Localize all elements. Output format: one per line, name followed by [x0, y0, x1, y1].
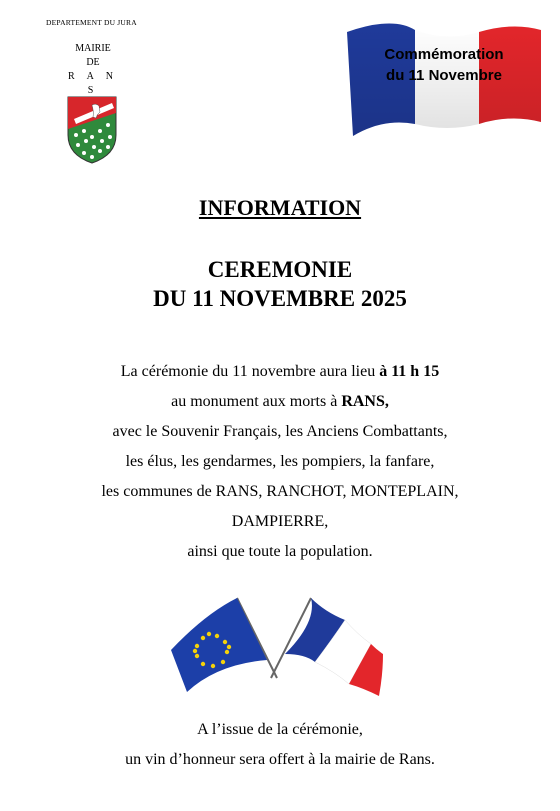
closing-line: un vin d’honneur sera offert à la mairie de Rans. [125, 751, 435, 768]
department-label: DEPARTEMENT DU JURA [46, 18, 137, 27]
location-highlight: RANS, [341, 393, 389, 410]
page-title: INFORMATION [198, 195, 362, 220]
ceremony-date-heading: DU 11 NOVEMBRE 2025 [153, 286, 407, 311]
body-line: La cérémonie du 11 novembre aura lieu à 11 h 15 [120, 363, 440, 380]
announcement-body [0, 362, 560, 572]
ceremony-heading: CEREMONIE [207, 257, 353, 282]
body-line: les communes de RANS, RANCHOT, MONTEPLAIN, [101, 483, 459, 500]
banner-line: du 11 Novembre [386, 67, 502, 84]
mairie-block [60, 42, 126, 98]
crossed-flags-icon [165, 592, 385, 702]
town-crest-icon [66, 95, 118, 165]
commemoration-banner-text [343, 44, 545, 86]
closing-block [0, 720, 560, 780]
body-line: avec le Souvenir Français, les Anciens Combattants, [112, 423, 448, 440]
town-name: R A N S [67, 71, 118, 96]
body-line: les élus, les gendarmes, les pompiers, la fanfare, [125, 453, 435, 470]
mairie-line: MAIRIE [75, 43, 111, 54]
body-line: ainsi que toute la population. [187, 543, 373, 560]
mairie-de-line: DE [86, 57, 100, 68]
body-line: DAMPIERRE, [231, 513, 329, 530]
banner-line: Commémoration [384, 46, 504, 63]
time-highlight: à 11 h 15 [379, 363, 440, 380]
body-line: au monument aux morts à RANS, [171, 393, 389, 410]
closing-line: A l’issue de la cérémonie, [197, 721, 363, 738]
